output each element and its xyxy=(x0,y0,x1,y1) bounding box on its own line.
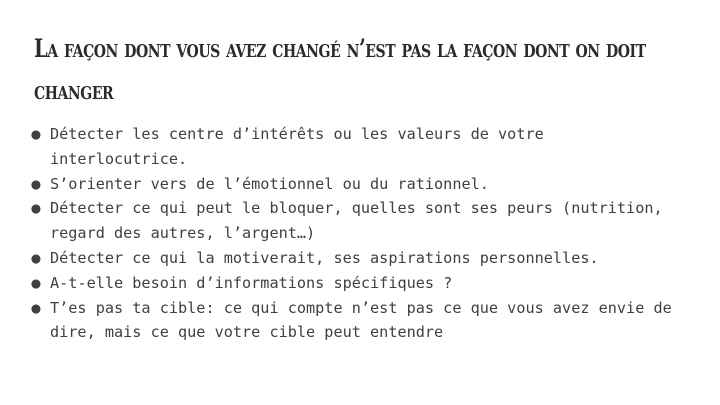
bullet-text: Détecter ce qui la motiverait, ses aspirations personnelles. xyxy=(50,248,599,267)
bullet-text: T’es pas ta cible: ce qui compte n’est pas ce que vous avez envie de dire, mais ce que votre cible peut entendre xyxy=(50,298,672,342)
list-item xyxy=(30,271,680,296)
list-item xyxy=(30,246,680,271)
list-item xyxy=(30,122,680,172)
list-item xyxy=(30,196,680,246)
bullet-icon: ● xyxy=(31,174,41,193)
bullet-text: Détecter ce qui peut le bloquer, quelles sont ses peurs (nutrition, regard des autres, l’argent…) xyxy=(50,199,663,243)
bullet-icon: ● xyxy=(31,248,41,267)
slide-title: La façon dont vous avez changé n’est pas la façon dont on doit changer xyxy=(34,34,646,105)
list-item xyxy=(30,172,680,197)
bullet-text: Détecter les centre d’intérêts ou les valeurs de votre interlocutrice. xyxy=(50,125,544,168)
bullet-icon: ● xyxy=(31,273,41,292)
bullet-text: A-t-elle besoin d’informations spécifiques ? xyxy=(50,273,453,292)
bullet-text: S’orienter vers de l’émotionnel ou du rationnel. xyxy=(50,174,489,193)
bullet-icon: ● xyxy=(31,298,41,317)
bullet-icon: ● xyxy=(31,125,41,143)
list-item xyxy=(30,296,680,346)
bullet-icon: ● xyxy=(31,199,41,218)
bullet-list xyxy=(30,122,680,345)
